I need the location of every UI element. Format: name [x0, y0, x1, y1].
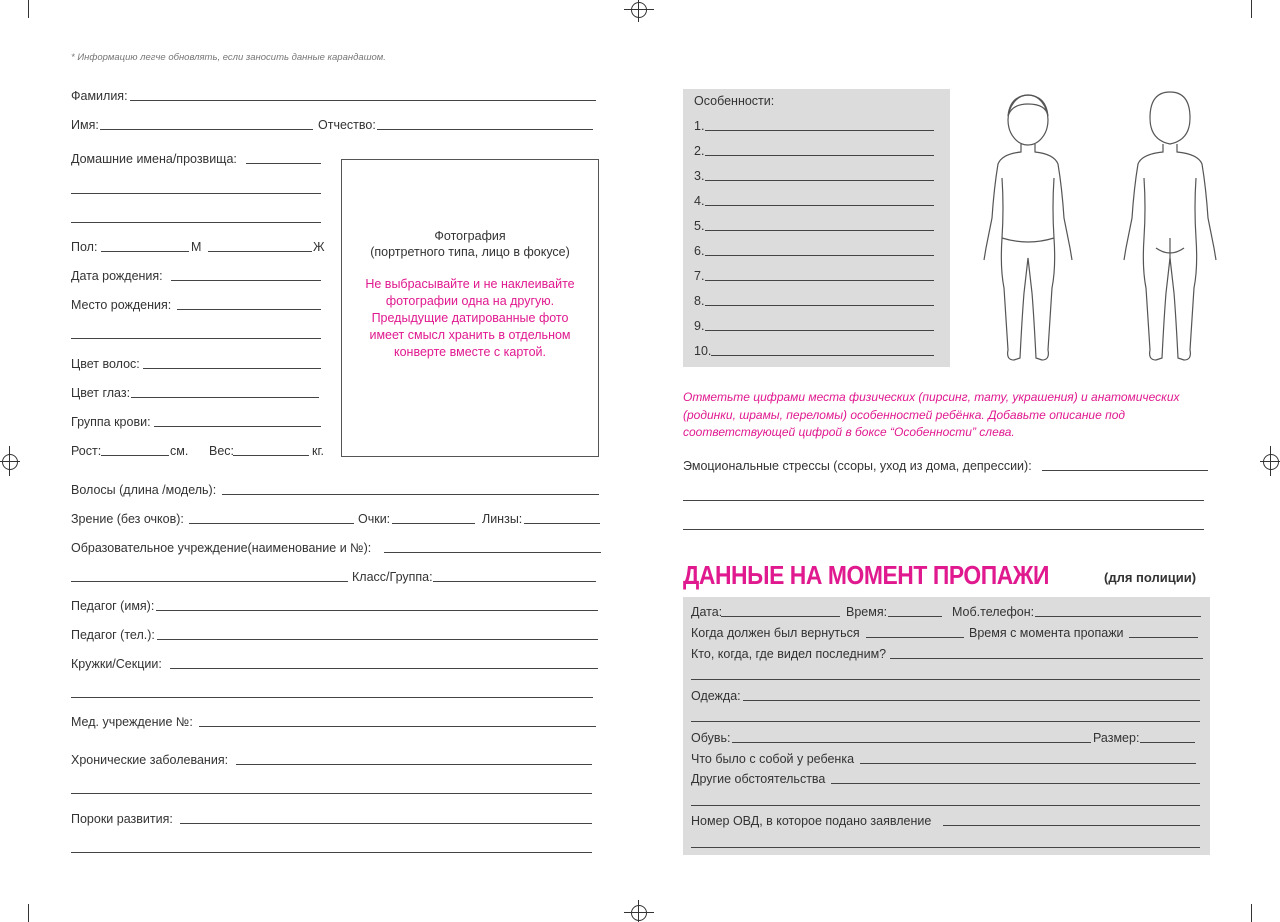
feature-number: 6. [694, 244, 705, 258]
clothes-field-line[interactable] [691, 721, 1200, 722]
school-field-line[interactable] [71, 581, 348, 582]
lenses-field[interactable] [524, 523, 600, 524]
time-since-field[interactable] [1129, 637, 1198, 638]
hair-style-label: Волосы (длина /модель): [71, 483, 217, 497]
lenses-label: Линзы: [482, 512, 523, 526]
birth-place-field[interactable] [177, 309, 321, 310]
last-seen-field-line[interactable] [691, 679, 1200, 680]
belongings-label: Что было с собой у ребенка [691, 752, 855, 766]
chronic-field[interactable] [236, 764, 592, 765]
missing-heading-title: ДАННЫЕ НА МОМЕНТ ПРОПАЖИ [683, 560, 1050, 590]
circumstances-field-line[interactable] [691, 805, 1200, 806]
photo-title [342, 228, 598, 260]
size-field[interactable] [1140, 742, 1195, 743]
photo-note-line: Предыдущие датированные фото [371, 311, 569, 325]
blood-group-label: Группа крови: [71, 415, 151, 429]
teacher-name-field[interactable] [156, 610, 598, 611]
defects-field[interactable] [180, 823, 592, 824]
weight-field[interactable] [233, 455, 309, 456]
return-time-label: Когда должен был вернуться [691, 626, 860, 640]
sex-f-label: Ж [313, 240, 325, 254]
patronymic-label: Отчество: [318, 118, 376, 132]
feature-number: 9. [694, 319, 705, 333]
crop-mark [28, 0, 29, 18]
sex-m-field[interactable] [101, 251, 189, 252]
circumstances-field[interactable] [831, 783, 1200, 784]
feature-field[interactable] [705, 205, 934, 206]
clubs-field[interactable] [170, 668, 598, 669]
sex-f-field[interactable] [208, 251, 312, 252]
class-field[interactable] [433, 581, 596, 582]
crop-mark [1251, 0, 1252, 18]
teacher-phone-label: Педагог (тел.): [71, 628, 155, 642]
missing-heading-subtitle: (для полиции) [1104, 570, 1197, 585]
clothes-label: Одежда: [691, 689, 741, 703]
registration-mark [1263, 454, 1279, 470]
clubs-label: Кружки/Секции: [71, 657, 162, 671]
return-time-field[interactable] [866, 637, 964, 638]
nicknames-field-line[interactable] [71, 193, 321, 194]
circumstances-label: Другие обстоятельства [691, 772, 826, 786]
feature-number: 8. [694, 294, 705, 308]
feature-number: 1. [694, 119, 705, 133]
defects-field-line[interactable] [71, 852, 592, 853]
stress-label: Эмоциональные стрессы (ссоры, уход из дома, депрессии): [683, 459, 1032, 473]
mobile-field[interactable] [1035, 616, 1201, 617]
surname-field[interactable] [130, 100, 596, 101]
feature-field[interactable] [705, 130, 934, 131]
pencil-note: * Информацию легче обновлять, если заносить данные карандашом. [71, 52, 386, 63]
photo-note-line: фотографии одна на другую. [385, 294, 555, 308]
photo-box[interactable] [341, 159, 599, 457]
shoes-label: Обувь: [691, 731, 731, 745]
height-label: Рост: [71, 444, 102, 458]
police-field-line[interactable] [691, 847, 1200, 848]
patronymic-field[interactable] [377, 129, 593, 130]
vision-field[interactable] [189, 523, 354, 524]
last-seen-label: Кто, когда, где видел последним? [691, 647, 887, 661]
feature-number: 4. [694, 194, 705, 208]
surname-label: Фамилия: [71, 89, 128, 103]
birth-place-field-line[interactable] [71, 338, 321, 339]
feature-number: 10. [694, 344, 712, 358]
child-body-back-icon [1120, 88, 1220, 368]
clinic-field[interactable] [199, 726, 596, 727]
mark-instructions-line: Отметьте цифрами места физических (пирсинг, тату, украшения) и анатомических [683, 390, 1180, 404]
police-label: Номер ОВД, в которое подано заявление [691, 814, 932, 828]
child-body-front-icon [980, 88, 1080, 368]
crop-mark [1251, 904, 1252, 922]
feature-number: 7. [694, 269, 705, 283]
feature-field[interactable] [705, 280, 934, 281]
photo-title-line: (портретного типа, лицо в фокусе) [370, 245, 570, 259]
feature-number: 5. [694, 219, 705, 233]
vision-label: Зрение (без очков): [71, 512, 184, 526]
feature-field[interactable] [705, 330, 934, 331]
crop-mark [28, 904, 29, 922]
name-field[interactable] [100, 129, 313, 130]
photo-note-line: имеет смысл хранить в отдельном [369, 328, 571, 342]
defects-label: Пороки развития: [71, 812, 173, 826]
glasses-label: Очки: [358, 512, 391, 526]
blood-group-field[interactable] [154, 426, 321, 427]
chronic-label: Хронические заболевания: [71, 753, 229, 767]
photo-note-line: конверте вместе с картой. [394, 345, 546, 359]
nicknames-field-line[interactable] [71, 222, 321, 223]
feature-field[interactable] [711, 355, 934, 356]
feature-field[interactable] [705, 155, 934, 156]
feature-field[interactable] [705, 255, 934, 256]
photo-title-line: Фотография [434, 229, 506, 243]
class-label: Класс/Группа: [352, 570, 433, 584]
birth-date-field[interactable] [171, 280, 321, 281]
school-label: Образовательное учреждение(наименование и №): [71, 541, 372, 555]
time-since-label: Время с момента пропажи [969, 626, 1124, 640]
hair-color-label: Цвет волос: [71, 357, 140, 371]
sex-label: Пол: [71, 240, 98, 254]
cm-label: см. [170, 444, 189, 458]
feature-field[interactable] [705, 305, 934, 306]
kg-label: кг. [312, 444, 324, 458]
teacher-phone-field[interactable] [157, 639, 598, 640]
nicknames-field[interactable] [246, 163, 321, 164]
stress-field[interactable] [1042, 470, 1208, 471]
registration-mark [631, 2, 647, 18]
height-field[interactable] [101, 455, 169, 456]
teacher-name-label: Педагог (имя): [71, 599, 155, 613]
name-label: Имя: [71, 118, 99, 132]
photo-note-line: Не выбрасывайте и не наклеивайте [365, 277, 575, 291]
eye-color-field[interactable] [131, 397, 319, 398]
date-field[interactable] [721, 616, 840, 617]
chronic-field-line[interactable] [71, 793, 592, 794]
feature-field[interactable] [705, 230, 934, 231]
mark-instructions [683, 389, 1213, 442]
date-label: Дата: [691, 605, 723, 619]
photo-note [352, 276, 588, 361]
last-seen-field[interactable] [890, 658, 1203, 659]
clubs-field-line[interactable] [71, 697, 593, 698]
sex-m-label: М [191, 240, 202, 254]
registration-mark [2, 454, 18, 470]
hair-style-field[interactable] [222, 494, 599, 495]
registration-mark [631, 905, 647, 921]
features-title: Особенности: [694, 94, 775, 108]
birth-place-label: Место рождения: [71, 298, 172, 312]
size-label: Размер: [1093, 731, 1140, 745]
time-field[interactable] [888, 616, 942, 617]
glasses-field[interactable] [392, 523, 475, 524]
hair-color-field[interactable] [143, 368, 321, 369]
clinic-label: Мед. учреждение №: [71, 715, 193, 729]
nicknames-label: Домашние имена/прозвища: [71, 152, 237, 166]
belongings-field[interactable] [860, 763, 1196, 764]
feature-field[interactable] [705, 180, 934, 181]
mark-instructions-line: соответствующей цифрой в боксе “Особенности” слева. [683, 425, 1015, 439]
clothes-field[interactable] [743, 700, 1200, 701]
school-field[interactable] [384, 552, 601, 553]
stress-field-line[interactable] [683, 500, 1204, 501]
missing-heading [683, 560, 1197, 591]
mobile-label: Моб.телефон: [952, 605, 1035, 619]
time-label: Время: [846, 605, 888, 619]
birth-date-label: Дата рождения: [71, 269, 163, 283]
feature-number: 2. [694, 144, 705, 158]
police-field[interactable] [943, 825, 1200, 826]
mark-instructions-line: (родинки, шрамы, переломы) особенностей ребёнка. Добавьте описание под [683, 407, 1126, 422]
feature-number: 3. [694, 169, 705, 183]
shoes-field[interactable] [732, 742, 1091, 743]
stress-field-line[interactable] [683, 529, 1204, 530]
weight-label: Вес: [209, 444, 235, 458]
eye-color-label: Цвет глаз: [71, 386, 131, 400]
